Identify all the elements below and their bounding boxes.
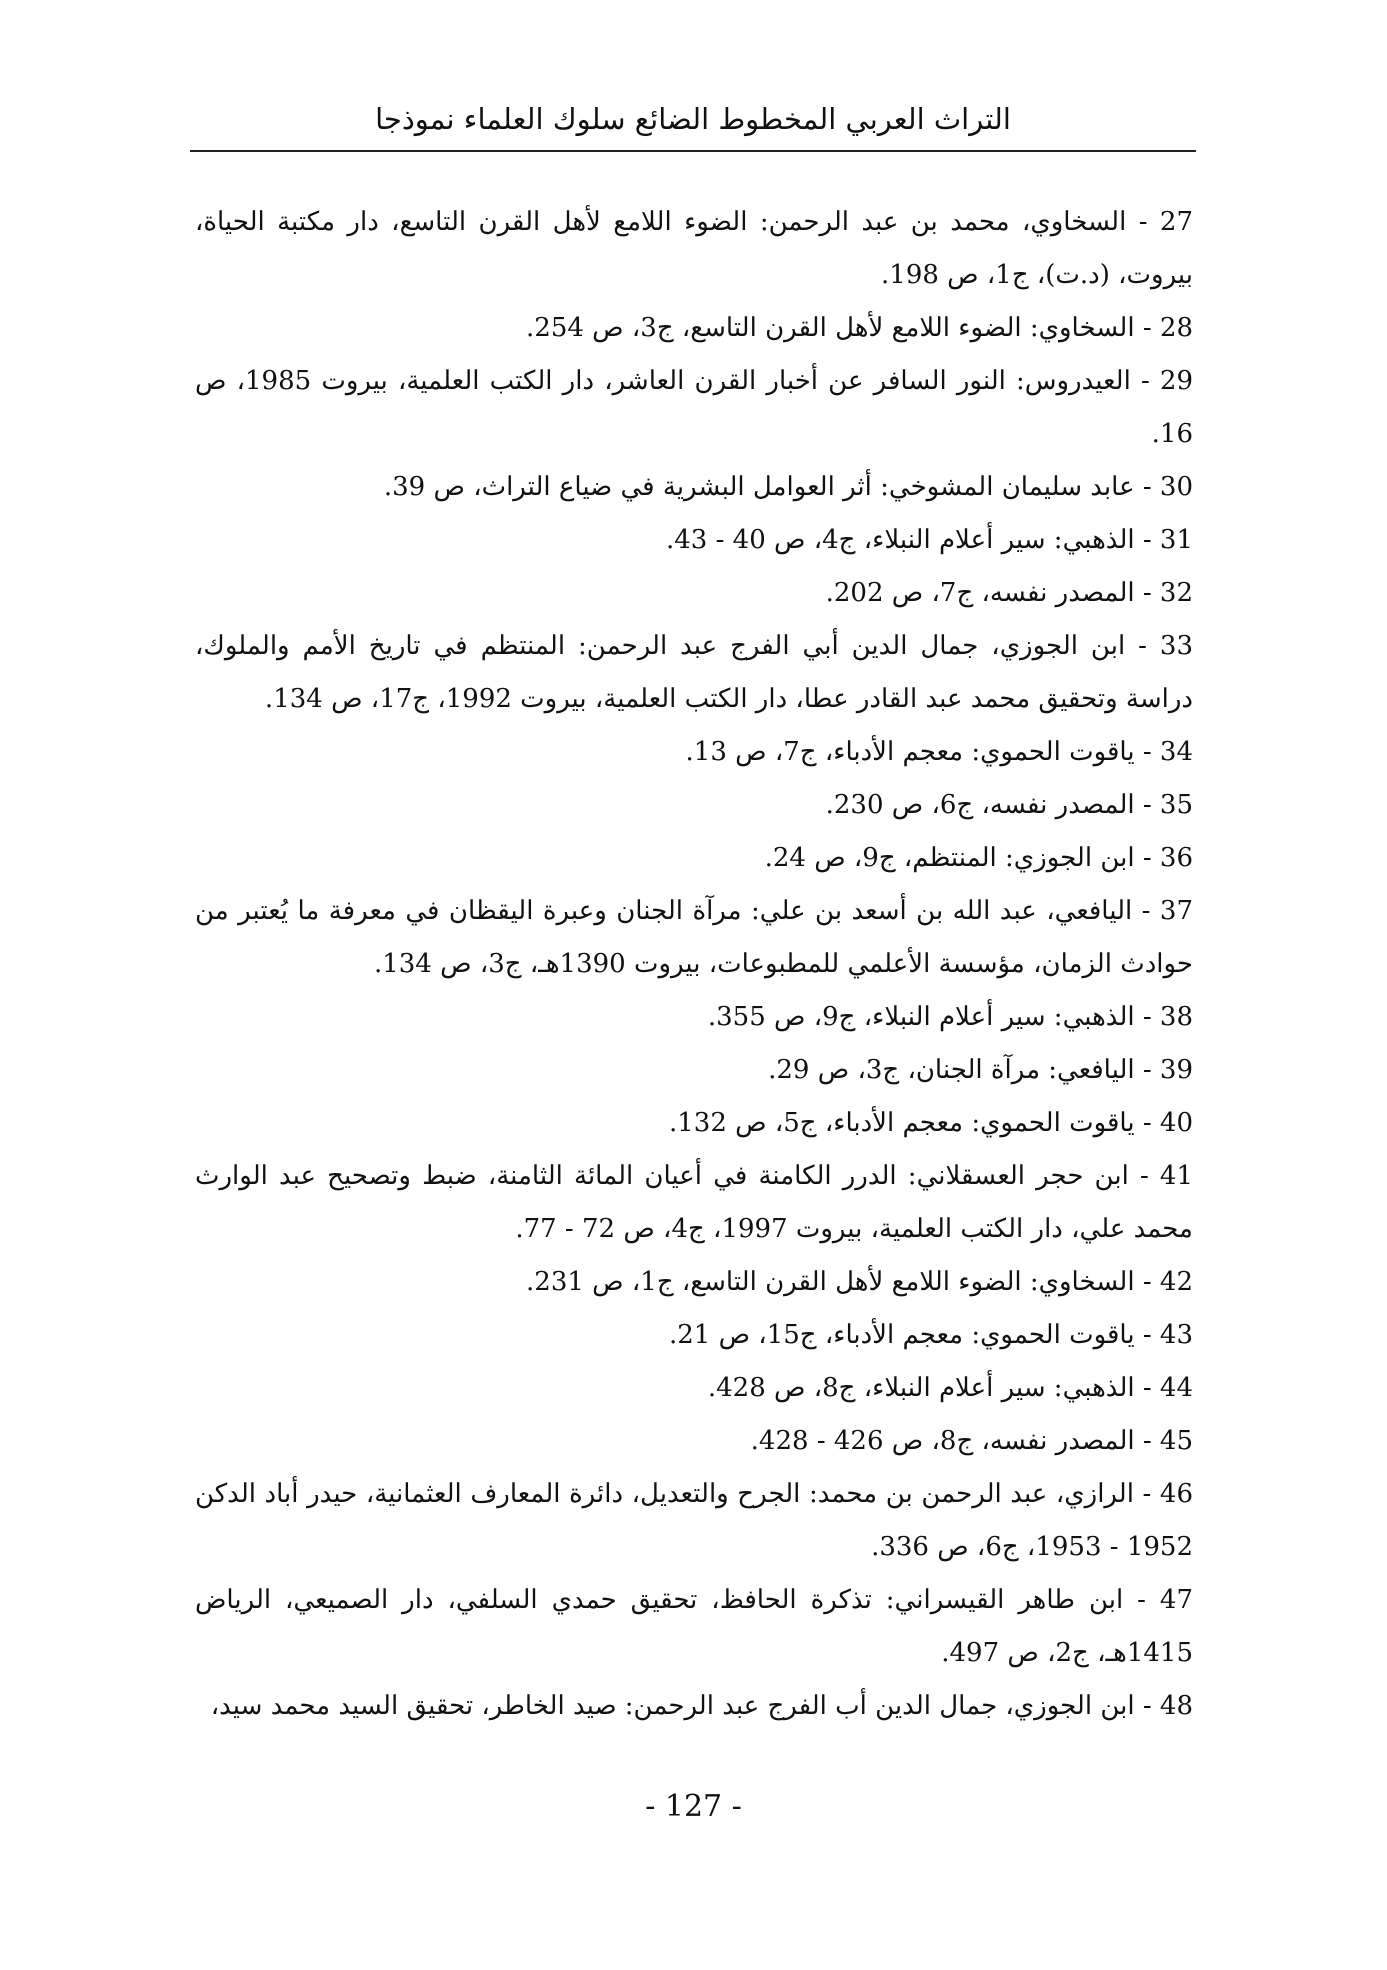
footnote-47: 47 - ابن طاهر القيسراني: تذكرة الحافظ، تحقيق حمدي السلفي، دار الصميعي، الرياض 1415هـ، ج2، ص 497. (195, 1585, 1193, 1668)
footnote-48: 48 - ابن الجوزي، جمال الدين أب الفرج عبد الرحمن: صيد الخاطر، تحقيق السيد محمد سيد، (210, 1691, 1193, 1721)
running-header: التراث العربي المخطوط الضائع سلوك العلماء نموذجا (375, 102, 1011, 136)
footnote-43: 43 - ياقوت الحموي: معجم الأدباء، ج15، ص 21. (668, 1320, 1193, 1350)
footnote-27: 27 - السخاوي، محمد بن عبد الرحمن: الضوء اللامع لأهل القرن التاسع، دار مكتبة الحياة، بيروت، (د.ت)، ج1، ص 198. (195, 207, 1193, 290)
page-number: - 127 - (645, 1789, 742, 1824)
footnote-35: 35 - المصدر نفسه، ج6، ص 230. (825, 790, 1193, 820)
footnote-37: 37 - اليافعي، عبد الله بن أسعد بن علي: مرآة الجنان وعبرة اليقظان في معرفة ما يُعتبر من حوادث الزمان، مؤسسة الأعلمي للمطبوعات، بيروت 1390هـ، ج3، ص 134. (195, 896, 1193, 979)
footnote-33: 33 - ابن الجوزي، جمال الدين أبي الفرج عبد الرحمن: المنتظم في تاريخ الأمم والملوك، دراسة وتحقيق محمد عبد القادر عطا، دار الكتب العلمية، بيروت 1992، ج17، ص 134. (195, 631, 1193, 714)
footnote-29: 29 - العيدروس: النور السافر عن أخبار القرن العاشر، دار الكتب العلمية، بيروت 1985، ص 16. (195, 366, 1194, 449)
footnote-38: 38 - الذهبي: سير أعلام النبلاء، ج9، ص 355. (707, 1002, 1193, 1032)
footnote-36: 36 - ابن الجوزي: المنتظم، ج9، ص 24. (764, 843, 1193, 873)
footnote-32: 32 - المصدر نفسه، ج7، ص 202. (825, 578, 1193, 608)
footnote-34: 34 - ياقوت الحموي: معجم الأدباء، ج7، ص 13. (685, 737, 1193, 767)
footnote-30: 30 - عابد سليمان المشوخي: أثر العوامل البشرية في ضياع التراث، ص 39. (383, 472, 1193, 502)
footnotes-list (195, 196, 1193, 1733)
footnote-28: 28 - السخاوي: الضوء اللامع لأهل القرن التاسع، ج3، ص 254. (526, 313, 1193, 343)
footnote-44: 44 - الذهبي: سير أعلام النبلاء، ج8، ص 428. (707, 1373, 1193, 1403)
footnote-46: 46 - الرازي، عبد الرحمن بن محمد: الجرح والتعديل، دائرة المعارف العثمانية، حيدر أباد الدكن 1952 - 1953، ج6، ص 336. (195, 1479, 1193, 1562)
footnote-42: 42 - السخاوي: الضوء اللامع لأهل القرن التاسع، ج1، ص 231. (526, 1267, 1193, 1297)
footnote-40: 40 - ياقوت الحموي: معجم الأدباء، ج5، ص 132. (668, 1108, 1193, 1138)
footnote-45: 45 - المصدر نفسه، ج8، ص 426 - 428. (750, 1426, 1193, 1456)
footnote-39: 39 - اليافعي: مرآة الجنان، ج3، ص 29. (768, 1055, 1193, 1085)
footnote-41: 41 - ابن حجر العسقلاني: الدرر الكامنة في أعيان المائة الثامنة، ضبط وتصحيح عبد الوارث محمد علي، دار الكتب العلمية، بيروت 1997، ج4، ص 72 - 77. (195, 1161, 1193, 1244)
footnote-31: 31 - الذهبي: سير أعلام النبلاء، ج4، ص 40 - 43. (665, 525, 1193, 555)
header-divider (190, 150, 1196, 152)
